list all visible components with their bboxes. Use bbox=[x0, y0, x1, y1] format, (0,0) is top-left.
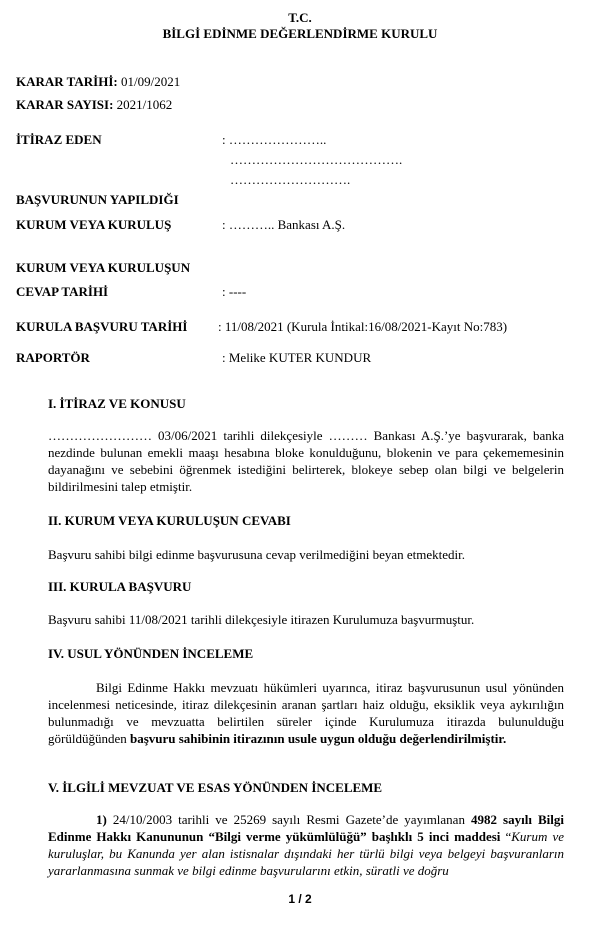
section-2-title: II. KURUM VEYA KURULUŞUN CEVABI bbox=[48, 513, 291, 528]
institution-label-line1: BAŞVURUNUN YAPILDIĞI bbox=[16, 192, 179, 207]
objector-label: İTİRAZ EDEN bbox=[16, 132, 102, 147]
section-3-title: III. KURULA BAŞVURU bbox=[48, 579, 192, 594]
section-4-paragraph bbox=[48, 679, 564, 747]
objector-value-line2: …………………………………. bbox=[230, 152, 403, 167]
section-3-text: Başvuru sahibi 11/08/2021 tarihli dilekçesiyle itirazen Kurulumuza başvurmuştur. bbox=[48, 612, 475, 627]
decision-date bbox=[16, 73, 180, 90]
decision-number bbox=[16, 96, 172, 113]
response-label-line2: CEVAP TARİHİ bbox=[16, 284, 109, 299]
header-board-name: BİLGİ EDİNME DEĞERLENDİRME KURULU bbox=[162, 26, 438, 41]
appeal-date-value: : 11/08/2021 (Kurula İntikal:16/08/2021-Kayıt No:783) bbox=[218, 319, 508, 334]
decision-number-value: 2021/1062 bbox=[116, 97, 173, 112]
section-4-text: Bilgi Edinme Hakkı mevzuatı hükümleri uyarınca, itiraz başvurusunun usul yönünden incelenmesi neticesinde, itiraz dilekçesinin aranan şartları haiz olduğu, eksiklik veya aykırılığın bulunmadığı ve mevzuatta belirtilen süreler içinde Kurulumuza itirazda bulunulduğu görüldüğünden bbox=[48, 680, 564, 746]
section-5-text: 24/10/2003 tarihli ve 25269 sayılı Resmi Gazete’de yayımlanan bbox=[112, 812, 465, 827]
section-2-text: Başvuru sahibi bilgi edinme başvurusuna cevap verilmediğini beyan etmektedir. bbox=[48, 547, 465, 562]
decision-date-label: KARAR TARİHİ: bbox=[16, 74, 118, 89]
objector-value: : ………………….. bbox=[222, 132, 327, 147]
section-4-title: IV. USUL YÖNÜNDEN İNCELEME bbox=[48, 646, 254, 661]
section-5-title: V. İLGİLİ MEVZUAT VE ESAS YÖNÜNDEN İNCELEME bbox=[48, 780, 383, 795]
section-1-text: …………………… 03/06/2021 tarihli dilekçesiyle ……… Bankası A.Ş.’ye başvurarak, banka nezdinde bulunan emekli maaşı hesabına bloke konulduğunu, blokenin ve para çekememesinin dayanağını ve sebebini öğrenmek istediğini belirterek, blokeye sebep olan bilgi ve belgelerin bildirilmesini talep etmiştir. bbox=[48, 428, 564, 494]
rapporteur-value: : Melike KUTER KUNDUR bbox=[222, 350, 372, 365]
decision-number-label: KARAR SAYISI: bbox=[16, 97, 114, 112]
section-5-quoted-text: Kurum ve kuruluşlar, bu Kanunda yer alan istisnalar dışındaki her türlü bilgi veya belgeyi başvuranların yararlanmasına sunmak ve bilgi edinme başvurularını etkin, süratli ve doğru bbox=[48, 829, 564, 878]
institution-label-line2: KURUM VEYA KURULUŞ bbox=[16, 217, 172, 232]
institution-value: : ……….. Bankası A.Ş. bbox=[222, 217, 346, 232]
page-number: 1 / 2 bbox=[288, 892, 312, 906]
appeal-date-label: KURULA BAŞVURU TARİHİ bbox=[16, 319, 188, 334]
section-1-title: I. İTİRAZ VE KONUSU bbox=[48, 396, 186, 411]
rapporteur-label: RAPORTÖR bbox=[16, 350, 90, 365]
section-5-item-number: 1) bbox=[96, 812, 107, 827]
section-5-paragraph bbox=[48, 811, 564, 879]
section-5-quote-open: “ bbox=[505, 829, 512, 844]
decision-date-value: 01/09/2021 bbox=[120, 74, 181, 89]
response-value: : ---- bbox=[222, 284, 247, 299]
header-tc: T.C. bbox=[288, 10, 312, 25]
section-4-bold-conclusion: başvuru sahibinin itirazının usule uygun olduğu değerlendirilmiştir. bbox=[129, 731, 507, 746]
section-1-paragraph bbox=[48, 427, 564, 495]
objector-value-line3: ………………………. bbox=[230, 172, 351, 187]
response-label-line1: KURUM VEYA KURULUŞUN bbox=[16, 260, 191, 275]
section-5-law-reference: 4982 sayılı Bilgi Edinme Hakkı Kanununun “Bilgi verme yükümlülüğü” başlıklı 5 inci maddesi bbox=[48, 812, 564, 844]
